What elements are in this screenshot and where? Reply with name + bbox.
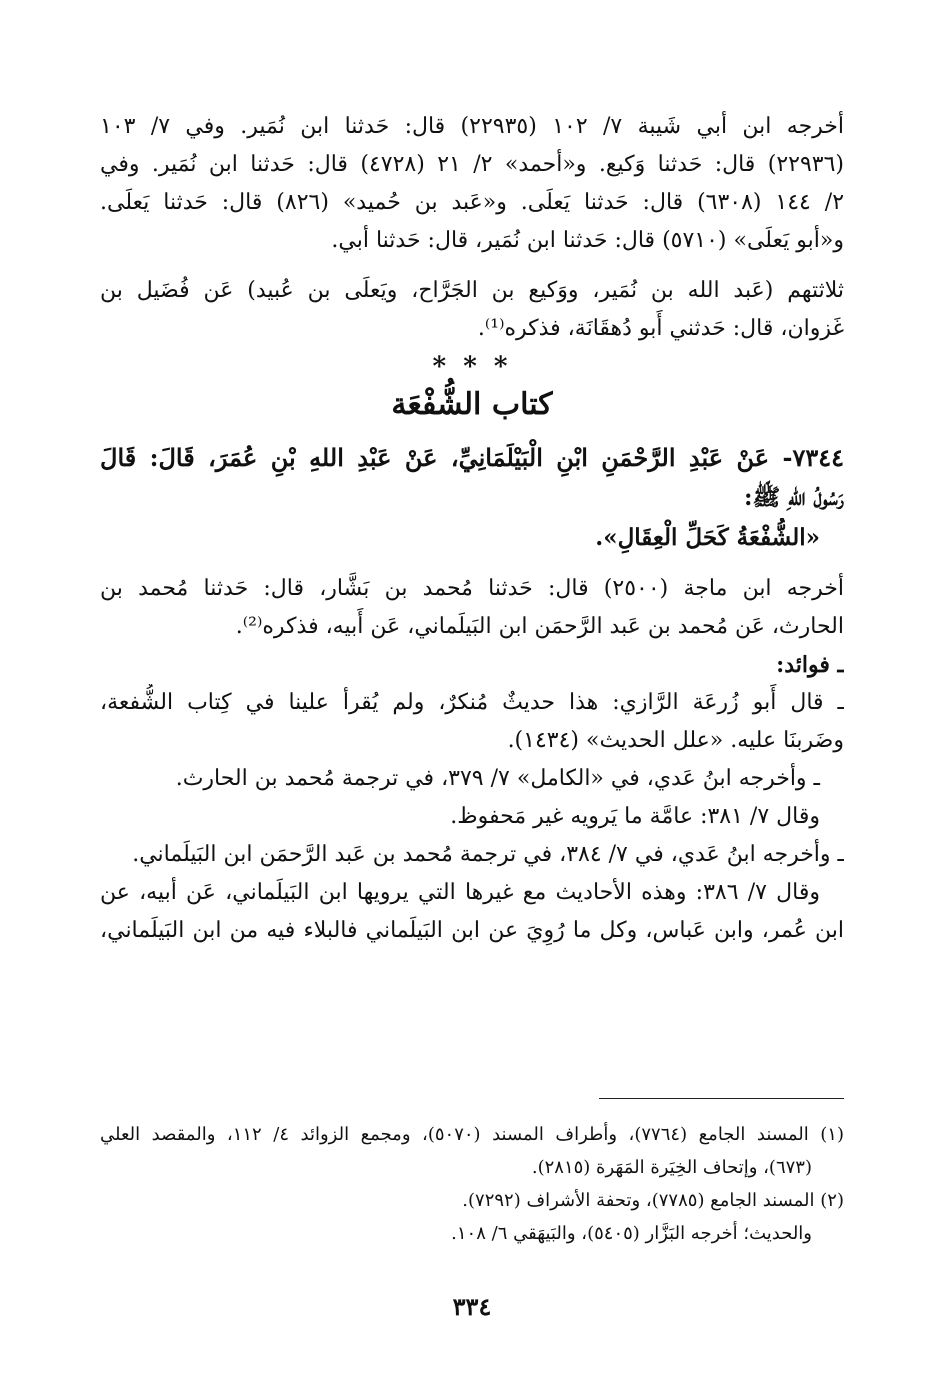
footnotes — [100, 1118, 844, 1250]
takhrij-paragraph-1 — [100, 108, 844, 260]
text-line: ٢/ ١٤٤ (٦٣٠٨) قال: حَدثنا يَعلَى. و«عَبد بن حُميد» (٨٢٦) قال: حَدثنا يَعلَى. — [100, 190, 844, 215]
hadith-text — [100, 438, 844, 558]
hadith-line: رَسُولُ اللهِ ﷺ: — [743, 484, 844, 511]
text-line: ثلاثتهم (عَبد الله بن نُمَير، ووَكيع بن الجَرَّاح، ويَعلَى بن عُبيد) عَن فُضَيل بن — [100, 278, 844, 303]
text-line: (٢٢٩٣٦) قال: حَدثنا وَكيع. و«أحمد» ٢/ ٢١ (٤٧٢٨) قال: حَدثنا ابن نُمَير. وفي — [100, 152, 844, 177]
text-line: الحارث، عَن مُحمد بن عَبد الرَّحمَن ابن البَيلَماني، عَن أَبيه، فذكره⁽²⁾. — [235, 614, 844, 639]
footnote-separator — [599, 1098, 844, 1099]
fawaid-note-1 — [100, 684, 844, 760]
text-line: أخرجه ابن ماجة (٢٥٠٠) قال: حَدثنا مُحمد بن بَشَّار، قال: حَدثنا مُحمد بن — [100, 576, 844, 601]
fawaid-note-4: ـ وأخرجه ابنُ عَدي، في ٧/ ٣٨٤، في ترجمة مُحمد بن عَبد الرَّحمَن ابن البَيلَماني. — [132, 842, 844, 867]
fawaid-note-2: ـ وأخرجه ابنُ عَدي، في «الكامل» ٧/ ٣٧٩، في ترجمة مُحمد بن الحارث. — [175, 766, 820, 791]
text-line: ـ قال أَبو زُرعَة الرَّازي: هذا حديثٌ مُنكرٌ، ولم يُقرأ علينا في كِتاب الشُّفعة، — [100, 690, 844, 715]
chapter-heading: كتاب الشُّفْعَة — [391, 387, 553, 422]
footnote-line: (١) المسند الجامع (٧٧٦٤)، وأطراف المسند (٥٠٧٠)، ومجمع الزوائد ٤/ ١١٢، والمقصد العلي — [100, 1124, 844, 1145]
text-line: و«أبو يَعلَى» (٥٧١٠) قال: حَدثنا ابن نُمَير، قال: حَدثنا أبي. — [331, 228, 844, 253]
footnote-line: والحديث؛ أخرجه البَزَّار (٥٤٠٥)، والبَيهَقي ٦/ ١٠٨. — [451, 1223, 812, 1244]
footnote-line: (٦٧٣)، وإتحاف الخِيَرة المَهَرة (٢٨١٥). — [531, 1157, 812, 1178]
takhrij-paragraph-3 — [100, 570, 844, 646]
fawaid-note-5 — [100, 874, 844, 950]
hadith-matn: «الشُّفْعَةُ كَحَلِّ الْعِقَالِ». — [595, 524, 820, 551]
page-number: ٣٣٤ — [452, 1292, 492, 1321]
footnote-line: (٢) المسند الجامع (٧٧٨٥)، وتحفة الأشراف (٧٢٩٢). — [462, 1190, 844, 1211]
text-line: غَزوان، قال: حَدثني أَبو دُهقَانَة، فذكره⁽¹⁾. — [477, 316, 844, 341]
fawaid-note-3: وقال ٧/ ٣٨١: عامَّة ما يَرويه غير مَحفوظ. — [450, 804, 820, 829]
hadith-line: ٧٣٤٤- عَنْ عَبْدِ الرَّحْمَنِ ابْنِ الْبَيْلَمَانِيِّ، عَنْ عَبْدِ اللهِ بْنِ عُمَرَ، قَالَ: قَالَ — [100, 443, 844, 472]
text-line: أخرجه ابن أبي شَيبة ٧/ ١٠٢ (٢٢٩٣٥) قال: حَدثنا ابن نُمَير. وفي ٧/ ١٠٣ — [100, 114, 844, 139]
footnote-1 — [100, 1118, 844, 1184]
text-line: وقال ٧/ ٣٨٦: وهذه الأحاديث مع غيرها التي يرويها ابن البَيلَماني، عَن أبيه، عن — [100, 880, 821, 905]
takhrij-paragraph-2 — [100, 272, 844, 348]
text-line: وضَربنَا عليه. «علل الحديث» (١٤٣٤). — [507, 728, 844, 753]
section-divider-stars: * * * — [432, 352, 512, 382]
fawaid-heading: ـ فوائد: — [776, 652, 844, 678]
text-line: ابن عُمر، وابن عَباس، وكل ما رُوِيَ عن ابن البَيلَماني فالبلاء فيه من ابن البَيلَماني، — [100, 918, 844, 943]
footnote-2 — [100, 1184, 844, 1250]
